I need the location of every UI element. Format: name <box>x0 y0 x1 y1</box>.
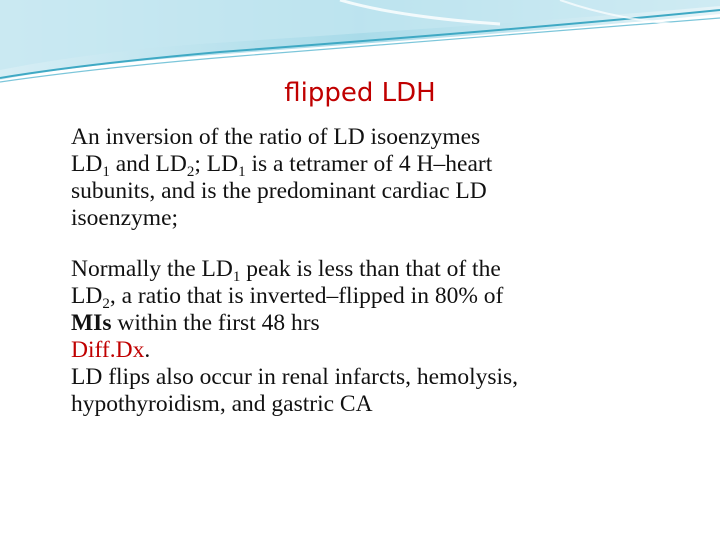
text-segment: . <box>144 337 151 363</box>
subscript: 1 <box>238 164 246 180</box>
slide-title: flipped LDH <box>284 78 436 108</box>
text-segment: peak is less than that of the <box>240 256 501 282</box>
text-line: subunits, and is the predominant cardiac LD <box>71 178 487 204</box>
text-segment: ; LD <box>194 151 239 177</box>
text-line: isoenzyme; <box>71 205 179 231</box>
text-segment: LD <box>71 151 103 177</box>
text-line: An inversion of the ratio of LD isoenzymes <box>71 124 481 150</box>
bold-term-mis: MIs <box>71 310 112 336</box>
paragraph-inversion <box>71 124 691 232</box>
text-segment: Normally the LD <box>71 256 233 282</box>
text-segment: within the first 48 hrs <box>111 310 320 336</box>
paragraph-normal-ratio <box>71 256 691 418</box>
text-segment: and LD <box>109 151 187 177</box>
diff-dx-label: Diff.Dx <box>71 337 145 363</box>
slide-body <box>71 124 691 418</box>
subscript: 1 <box>102 164 110 180</box>
text-line: hypothyroidism, and gastric CA <box>71 391 373 417</box>
text-segment: LD <box>71 283 103 309</box>
subscript: 2 <box>102 296 110 312</box>
subscript: 1 <box>232 269 241 285</box>
text-segment: , a ratio that is inverted–flipped in 80% of <box>109 283 504 309</box>
text-line: LD flips also occur in renal infarcts, hemolysis, <box>71 364 519 390</box>
subscript: 2 <box>186 164 195 180</box>
text-segment: is a tetramer of 4 H–heart <box>245 151 493 177</box>
